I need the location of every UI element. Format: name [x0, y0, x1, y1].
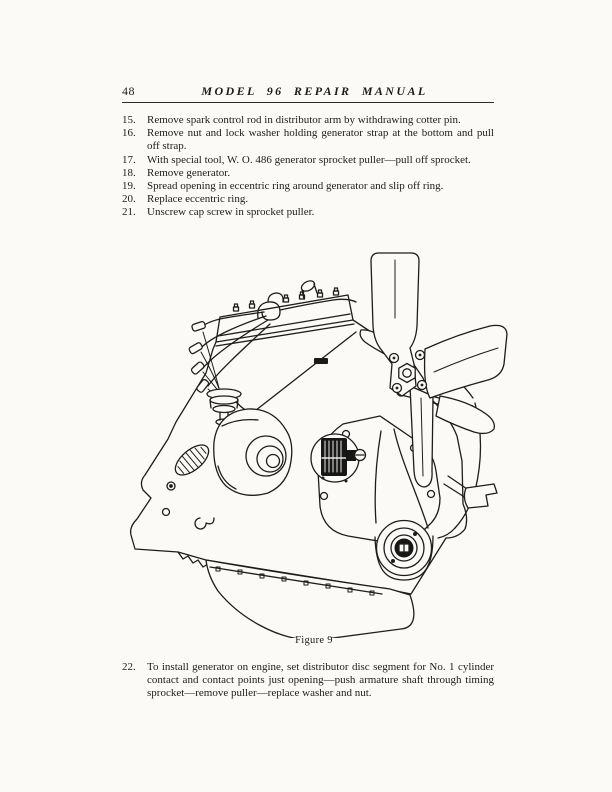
crank-pulley: [377, 521, 432, 576]
step-number: 17.: [122, 153, 136, 166]
engine-illustration: [118, 246, 510, 638]
step-item-20: [122, 193, 494, 206]
step-item-21: [122, 206, 494, 219]
step-text: Remove spark control rod in distributor arm by withdrawing cotter pin.: [147, 114, 461, 126]
step-number: 18.: [122, 166, 136, 179]
step-item-19: [122, 180, 494, 193]
step-number: 20.: [122, 193, 136, 206]
step-list-bottom: [122, 661, 494, 701]
step-item-22: [122, 661, 494, 701]
figure-caption: Figure 9: [295, 635, 333, 646]
step-number: 22.: [122, 661, 136, 673]
step-text: Replace eccentric ring.: [147, 193, 249, 206]
step-number: 19.: [122, 180, 136, 193]
step-item-18: [122, 167, 494, 180]
step-text: To install generator on engine, set distributor disc segment for No. 1 cylinder contact and contact points just opening—push armature shaft through timing sprocket—remove puller—replace washer and nut.: [147, 661, 494, 700]
step-number: 16.: [122, 127, 136, 140]
step-text: With special tool, W. O. 486 generator sprocket puller—pull off sprocket.: [147, 153, 471, 166]
generator: [214, 409, 292, 495]
step-number: 21.: [122, 206, 136, 219]
step-item-17: [122, 154, 494, 167]
page-number: 48: [122, 84, 135, 98]
step-text: Remove generator.: [147, 166, 231, 179]
step-number: 15.: [122, 114, 136, 126]
step-text: Remove nut and lock washer holding generator strap at the bottom and pull off strap.: [147, 127, 494, 153]
header-title: MODEL 96 REPAIR MANUAL: [201, 84, 428, 98]
step-text: Spread opening in eccentric ring around generator and slip off ring.: [147, 180, 444, 193]
step-item-16: [122, 127, 494, 153]
engine-figure: [118, 246, 510, 646]
step-list: [122, 114, 494, 220]
step-item-15: [122, 114, 494, 127]
step-text: Unscrew cap screw in sprocket puller.: [147, 206, 315, 219]
page-header: [122, 84, 494, 103]
